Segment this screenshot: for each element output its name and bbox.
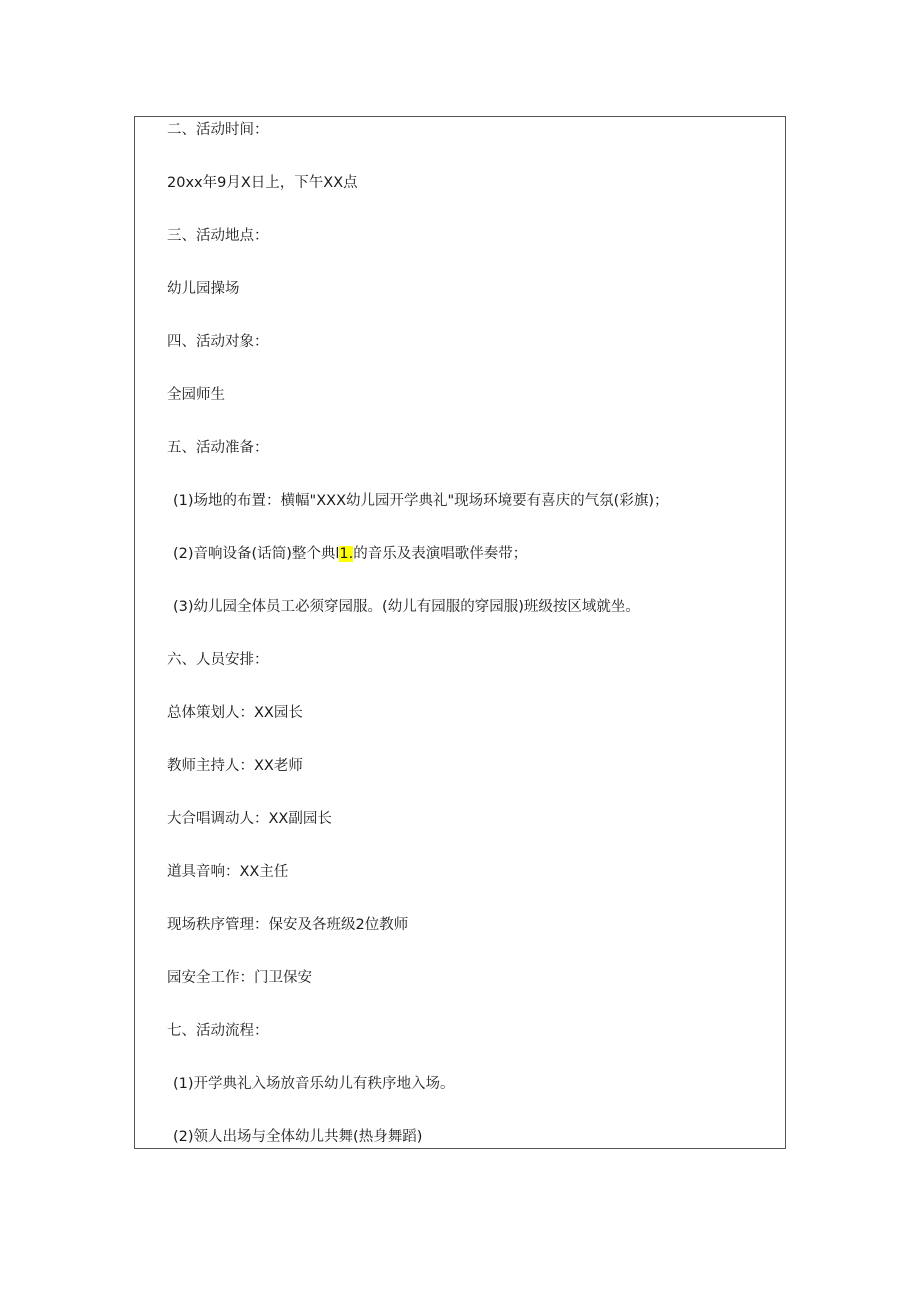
document-frame [134,116,786,1149]
staff-props-audio: 道具音响：XX主任 [167,864,289,880]
section-heading-preparation: 五、活动准备： [167,440,269,456]
audience-value: 全园师生 [167,387,225,403]
location-value: 幼儿园操场 [167,281,240,297]
preparation-item-2 [173,544,527,564]
process-step-2: (2)领人出场与全体幼儿共舞(热身舞蹈) [173,1129,423,1145]
staff-order: 现场秩序管理：保安及各班级2位教师 [167,917,409,933]
preparation-item-1: (1)场地的布置：横幅"XXX幼儿园开学典礼"现场环境要有喜庆的气氛(彩旗)； [173,493,669,509]
staff-security: 园安全工作：门卫保安 [167,970,312,986]
staff-planner: 总体策划人：XX园长 [167,705,303,721]
section-heading-location: 三、活动地点： [167,228,269,244]
highlighted-text: 1. [339,546,354,562]
section-heading-audience: 四、活动对象： [167,334,269,350]
preparation-item-3: (3)幼儿园全体员工必须穿园服。(幼儿有园服的穿园服)班级按区域就坐。 [173,599,640,615]
preparation-item-2-end: 的音乐及表演唱歌伴奏带； [353,546,528,562]
preparation-item-2-start: (2)音响设备(话筒)整个典l [173,546,340,562]
staff-host: 教师主持人：XX老师 [167,758,303,774]
section-heading-staff: 六、人员安排： [167,652,269,668]
staff-chorus: 大合唱调动人：XX副园长 [167,811,332,827]
section-heading-time: 二、活动时间： [167,122,269,138]
process-step-1: (1)开学典礼入场放音乐幼儿有秩序地入场。 [173,1076,455,1092]
time-value: 20xx年9月X日上，下午XX点 [167,175,358,191]
section-heading-process: 七、活动流程： [167,1023,269,1039]
